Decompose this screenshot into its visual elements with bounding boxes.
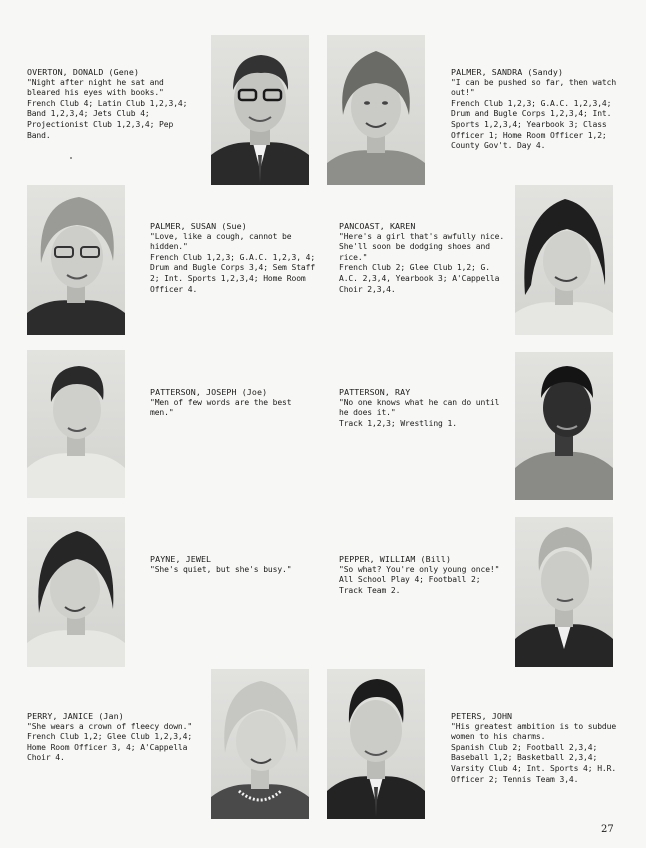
portrait-photo-pancoast: [515, 185, 613, 335]
student-quote: "Here's a girl that's awfully nice. She'll soon be dodging shoes and rice.": [339, 231, 505, 262]
student-entry-patterson-joseph: [150, 387, 318, 419]
student-quote: "Love, like a cough, cannot be hidden.": [150, 231, 292, 252]
student-entry-payne: [150, 554, 318, 575]
portrait-photo-overton: [211, 35, 309, 185]
student-name: PALMER, SUSAN (Sue): [150, 221, 247, 231]
student-entry-pepper: [339, 554, 507, 596]
page-number: 27: [601, 824, 614, 835]
student-quote: "She wears a crown of fleecy down.": [27, 721, 193, 731]
student-activities: French Club 1,2; Glee Club 1,2,3,4; Home Room Officer 3, 4; A'Cappella Choir 4.: [27, 732, 193, 763]
student-activities: French Club 4; Latin Club 1,2,3,4; Band 1,2,3,4; Jets Club 4; Projectionist Club 1,2,3,4; Pep Band.: [27, 98, 188, 140]
student-quote: "She's quiet, but she's busy.": [150, 564, 292, 574]
student-quote: "His greatest ambition is to subdue women to his charms.: [451, 721, 617, 742]
student-entry-palmer-sandra: [451, 67, 621, 152]
student-activities: All School Play 4; Football 2; Track Team 2.: [339, 575, 481, 595]
student-entry-patterson-ray: [339, 387, 507, 429]
student-entry-perry: [27, 711, 195, 764]
print-speck: [70, 157, 72, 159]
student-entry-overton: [27, 67, 197, 141]
student-name: OVERTON, DONALD (Gene): [27, 67, 140, 77]
portrait-photo-palmer-susan: [27, 185, 125, 335]
student-quote: "Night after night he sat and bleared his eyes with books.": [27, 77, 164, 98]
student-name: PERRY, JANICE (Jan): [27, 711, 124, 721]
student-activities: French Club 1,2,3; G.A.C. 1,2,3,4; Drum and Bugle Corps 1,2,3,4; Int. Sports 1,2,3,4; Yearbook 3; Class Officer 1; Home Room Officer 1,2; County Gov't. Day 4.: [451, 98, 612, 151]
student-entry-palmer-susan: [150, 221, 318, 295]
student-activities: French Club 1,2,3; G.A.C. 1,2,3, 4; Drum and Bugle Corps 3,4; Sem Staff 2; Int. Sports 1,2,3,4; Home Room Officer 4.: [150, 252, 316, 294]
student-name: PAYNE, JEWEL: [150, 554, 212, 564]
student-name: PATTERSON, JOSEPH (Joe): [150, 387, 268, 397]
portrait-photo-payne: [27, 517, 125, 667]
student-name: PANCOAST, KAREN: [339, 221, 416, 231]
student-name: PATTERSON, RAY: [339, 387, 411, 397]
student-entry-peters: [451, 711, 619, 785]
portrait-photo-palmer-sandra: [327, 35, 425, 185]
student-entry-pancoast: [339, 221, 507, 295]
student-quote: "I can be pushed so far, then watch out!": [451, 77, 617, 98]
student-quote: "No one knows what he can do until he does it.": [339, 397, 500, 418]
student-activities: French Club 2; Glee Club 1,2; G. A.C. 2,3,4, Yearbook 3; A'Cappella Choir 2,3,4.: [339, 263, 500, 294]
student-quote: "So what? You're only young once!": [339, 564, 500, 574]
student-name: PETERS, JOHN: [451, 711, 513, 721]
portrait-photo-patterson-joseph: [27, 350, 125, 498]
portrait-photo-perry: [211, 669, 309, 819]
portrait-photo-pepper: [515, 517, 613, 667]
student-name: PALMER, SANDRA (Sandy): [451, 67, 564, 77]
student-quote: "Men of few words are the best men.": [150, 397, 292, 418]
student-name: PEPPER, WILLIAM (Bill): [339, 554, 452, 564]
portrait-photo-peters: [327, 669, 425, 819]
student-activities: Track 1,2,3; Wrestling 1.: [339, 418, 457, 428]
portrait-photo-patterson-ray: [515, 352, 613, 500]
student-activities: Spanish Club 2; Football 2,3,4; Baseball 1,2; Basketball 2,3,4; Varsity Club 4; Int. Sports 4; H.R. Officer 2; Tennis Team 3,4.: [451, 742, 617, 784]
